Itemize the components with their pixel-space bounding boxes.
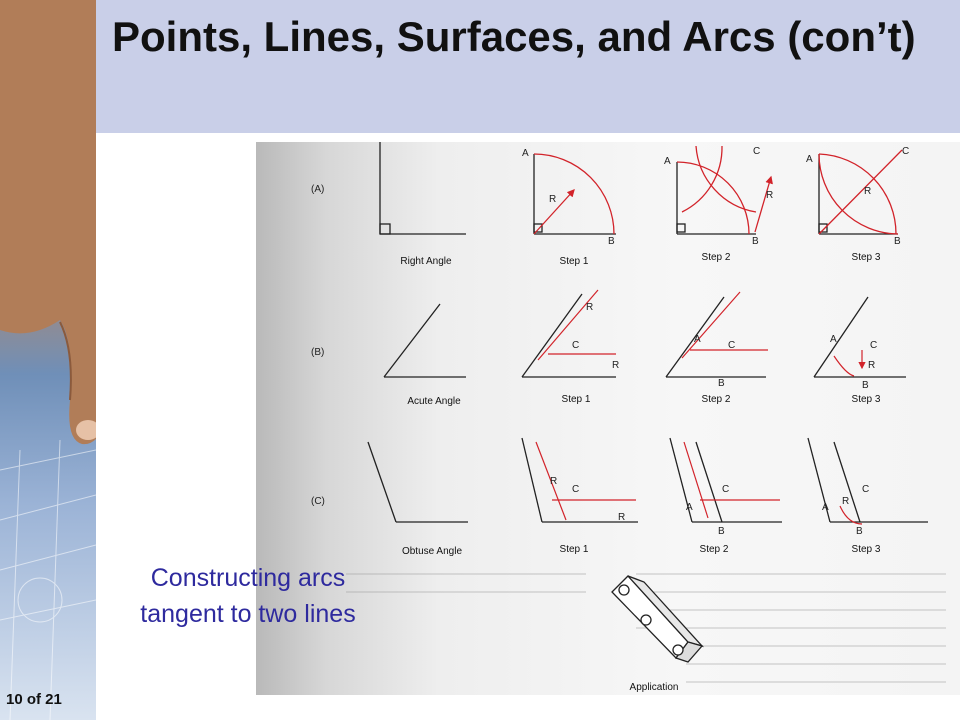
label-c: C	[728, 340, 736, 351]
label-a: A	[686, 502, 693, 513]
row-marker-a: (A)	[311, 184, 325, 195]
caption-step-1: Step 1	[559, 544, 589, 555]
label-b: B	[894, 236, 901, 247]
label-r: R	[612, 360, 620, 371]
caption-step-1: Step 1	[561, 394, 591, 405]
caption-step-3: Step 3	[851, 252, 881, 263]
slide-caption: Constructing arcs tangent to two lines	[140, 564, 356, 628]
label-c: C	[572, 340, 580, 351]
construction-diagram	[256, 142, 960, 695]
label-c: C	[870, 340, 878, 351]
label-r: R	[868, 360, 876, 371]
label-r: R	[550, 476, 558, 487]
label-a: A	[522, 148, 529, 159]
label-r: R	[586, 302, 594, 313]
caption-step-1: Step 1	[559, 256, 589, 267]
row-marker-c: (C)	[311, 496, 325, 507]
label-b: B	[752, 236, 759, 247]
label-b: B	[856, 526, 863, 537]
label-r: R	[618, 512, 626, 523]
construction-figure	[256, 142, 960, 695]
label-r: R	[842, 496, 850, 507]
label-b: B	[862, 380, 869, 391]
caption-step-2: Step 2	[699, 544, 729, 555]
label-c: C	[862, 484, 870, 495]
label-r: R	[864, 186, 872, 197]
caption-acute-angle: Acute Angle	[407, 396, 461, 407]
application-label: Application	[629, 682, 679, 693]
label-a: A	[694, 334, 701, 345]
caption-step-2: Step 2	[701, 252, 731, 263]
caption-right-angle: Right Angle	[400, 256, 452, 267]
caption-step-2: Step 2	[701, 394, 731, 405]
application-part	[612, 576, 702, 662]
label-b: B	[718, 526, 725, 537]
label-c: C	[722, 484, 730, 495]
label-c: C	[572, 484, 580, 495]
page-number: 10 of 21	[6, 691, 62, 708]
row-marker-b: (B)	[311, 347, 325, 358]
label-b: B	[718, 378, 725, 389]
label-a: A	[830, 334, 837, 345]
label-a: A	[806, 154, 813, 165]
label-a: A	[664, 156, 671, 167]
slide-title: Points, Lines, Surfaces, and Arcs (con’t)	[112, 13, 916, 60]
caption-step-3: Step 3	[851, 394, 881, 405]
decorative-hand-blueprint-image	[0, 0, 96, 720]
label-b: B	[608, 236, 615, 247]
label-c: C	[902, 146, 910, 157]
label-r: R	[766, 190, 774, 201]
label-a: A	[822, 502, 829, 513]
caption-step-3: Step 3	[851, 544, 881, 555]
hand-illustration	[0, 0, 96, 720]
label-r: R	[549, 194, 557, 205]
label-c: C	[753, 146, 761, 157]
caption-obtuse-angle: Obtuse Angle	[401, 546, 463, 557]
